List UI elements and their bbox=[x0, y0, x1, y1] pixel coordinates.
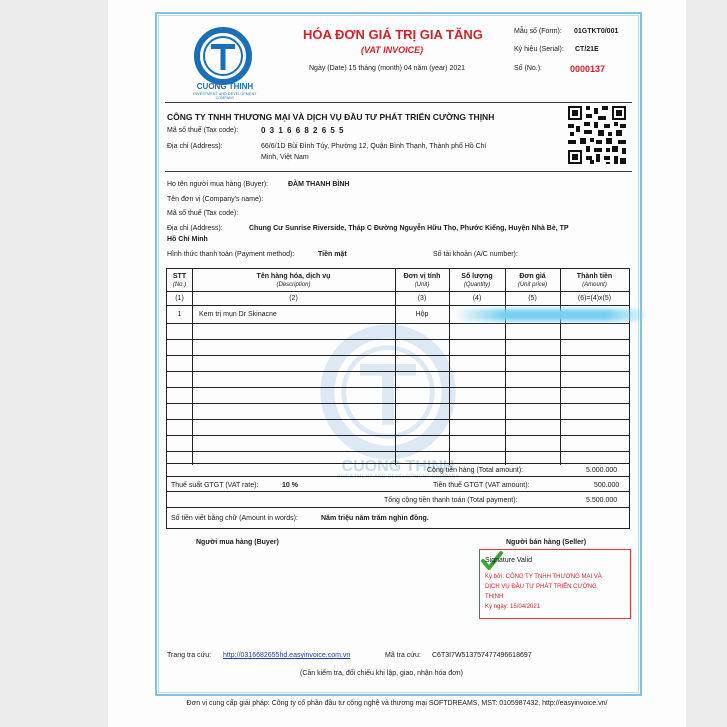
seller-address-label: Địa chỉ (Address): bbox=[167, 143, 223, 150]
header-quantity-sub: (Quantity) bbox=[463, 282, 491, 288]
vat-amount-label: Tiền thuế GTGT (VAT amount): bbox=[433, 482, 530, 489]
header-unit bbox=[395, 273, 449, 289]
header-unit-price-title: Đơn giá bbox=[519, 273, 546, 280]
index-1: (1) bbox=[175, 295, 184, 302]
invoice-no-value: 0000137 bbox=[570, 64, 606, 74]
header-no bbox=[167, 273, 192, 289]
watermark-tagline: INVESTMENT AND DEVELOPMENT COMPANY bbox=[336, 474, 460, 480]
form-value: 01GTKT0/001 bbox=[574, 28, 619, 35]
table-row-divider bbox=[167, 355, 629, 356]
invoice-subtitle: (VAT INVOICE) bbox=[361, 45, 424, 55]
table-row-divider bbox=[167, 451, 629, 452]
form-label: Mẫu số (Form): bbox=[514, 28, 562, 35]
redaction-blur bbox=[458, 309, 644, 321]
seller-address-line2: Minh, Việt Nam bbox=[261, 154, 309, 161]
signed-date: Ký ngày: 15/04/2021 bbox=[485, 604, 541, 610]
header-quantity bbox=[449, 273, 505, 289]
index-2: (2) bbox=[289, 295, 298, 302]
seller-divider bbox=[165, 171, 632, 172]
vat-rate-label: Thuế suất GTGT (VAT rate): bbox=[171, 482, 259, 489]
buyer-address-label: Địa chỉ (Address): bbox=[167, 225, 223, 232]
header-quantity-title: Số lượng bbox=[461, 273, 493, 280]
header-unit-sub: (Unit) bbox=[414, 282, 430, 288]
amount-words-label: Số tiền viết bằng chữ (Amount in words): bbox=[171, 515, 298, 522]
left-background bbox=[0, 0, 108, 727]
account-number-label: Số tài khoản (A/C number): bbox=[433, 251, 518, 258]
vat-rate: 10 % bbox=[282, 482, 298, 489]
table-row-divider bbox=[167, 403, 629, 404]
vat-amount: 500.000 bbox=[594, 482, 620, 489]
grand-total-label: Tổng cộng tiền thanh toán (Total payment): bbox=[384, 497, 518, 504]
table-row-unit: Hộp bbox=[415, 311, 429, 318]
header-description bbox=[192, 273, 395, 289]
buyer-name-label: Họ tên người mua hàng (Buyer): bbox=[167, 181, 269, 188]
right-background bbox=[686, 0, 727, 727]
serial-value: CT/21E bbox=[575, 46, 599, 53]
amount-words: Năm triệu năm trăm nghìn đồng. bbox=[321, 515, 429, 522]
seller-tax-label: Mã số thuế (Tax code): bbox=[167, 127, 239, 134]
header-description-sub: (Description) bbox=[276, 282, 311, 288]
table-row-divider bbox=[167, 371, 629, 372]
ct-logo-icon bbox=[193, 26, 253, 86]
table-row-divider bbox=[167, 323, 629, 324]
buyer-name: ĐÀM THANH BÌNH bbox=[288, 181, 350, 188]
header-amount bbox=[560, 273, 629, 289]
index-6: (6)=(4)x(5) bbox=[577, 295, 612, 302]
header-divider bbox=[165, 102, 632, 103]
table-row-divider bbox=[167, 291, 629, 292]
lookup-link[interactable]: http://0316682655hd.easyinvoice.com.vn bbox=[223, 652, 351, 659]
seller-address-line1: 66/6/1D Bùi Đình Túy, Phường 12, Quận Bình Thạnh, Thành phố Hồ Chí bbox=[261, 143, 487, 150]
qr-code-icon bbox=[568, 106, 626, 164]
table-row-no: 1 bbox=[177, 311, 182, 318]
payment-method: Tiền mặt bbox=[318, 251, 347, 258]
subtotal-row bbox=[166, 464, 630, 477]
buyer-address-line2: Hồ Chí Minh bbox=[167, 236, 208, 243]
header-unit-title: Đơn vị tính bbox=[403, 273, 441, 280]
header-unit-price bbox=[505, 273, 560, 289]
logo-name: CUONG THINH bbox=[196, 82, 254, 91]
header-amount-title: Thành tiền bbox=[576, 273, 613, 280]
seller-company: CÔNG TY TNHH THƯƠNG MẠI VÀ DỊCH VỤ ĐẦU TƯ PHÁT TRIỂN CƯỜNG THỊNH bbox=[167, 112, 495, 122]
subtotal-value: 5.000.000 bbox=[586, 467, 618, 474]
invoice-title: HÓA ĐƠN GIÁ TRỊ GIA TĂNG bbox=[303, 27, 483, 42]
signed-by-line3: THỊNH bbox=[485, 594, 504, 600]
buyer-address-line1: Chung Cư Sunrise Riverside, Tháp C Đường Nguyễn Hữu Thọ, Phước Kiểng, Huyện Nhà Bè, TP bbox=[249, 225, 569, 232]
invoice-date: Ngày (Date) 15 tháng (month) 04 năm (year) 2021 bbox=[309, 65, 466, 72]
index-3: (3) bbox=[417, 295, 427, 302]
lookup-label: Trang tra cứu: bbox=[167, 652, 212, 659]
seller-tax-code: 0 3 1 6 6 8 2 6 5 5 bbox=[261, 126, 345, 135]
signed-by-line1: Ký bởi: CÔNG TY TNHH THƯƠNG MẠI VÀ bbox=[485, 574, 602, 580]
invoice-no-label: Số (No.): bbox=[514, 65, 543, 72]
serial-label: Ký hiệu (Serial): bbox=[514, 46, 564, 53]
header-amount-sub: (Amount) bbox=[582, 282, 607, 288]
table-row-divider bbox=[167, 339, 629, 340]
table-row-divider bbox=[167, 387, 629, 388]
subtotal-label: Cộng tiền hàng (Total amount): bbox=[427, 467, 524, 474]
header-no-title: STT bbox=[172, 273, 187, 280]
header-description-title: Tên hàng hóa, dịch vụ bbox=[256, 273, 331, 280]
buyer-company-label: Tên đơn vị (Company's name): bbox=[167, 196, 264, 203]
header-no-sub: (No.) bbox=[172, 282, 187, 288]
buyer-tax-label: Mã số thuế (Tax code): bbox=[167, 210, 239, 217]
table-row-divider bbox=[167, 305, 629, 306]
lookup-code: C6T3I7W513757477496618697 bbox=[432, 652, 532, 659]
items-table bbox=[166, 268, 630, 464]
grand-total-value: 5.500.000 bbox=[586, 497, 618, 504]
table-row-divider bbox=[167, 419, 629, 420]
watermark-name: CUONG THINH bbox=[341, 458, 455, 475]
signed-by-line2: DỊCH VỤ ĐẦU TƯ PHÁT TRIỂN CƯỜNG bbox=[485, 584, 597, 590]
logo-tagline: INVESTMENT AND DEVELOPMENT COMPANY bbox=[193, 92, 257, 100]
lookup-note: (Cần kiểm tra, đối chiếu khi lập, giao, nhận hóa đơn) bbox=[300, 670, 463, 677]
provider-footer: Đơn vị cung cấp giải pháp: Công ty cổ phần đầu tư công nghệ và thương mại SOFTDREAMS, MST: 0105987432, http://easyinvoice.vn/ bbox=[186, 700, 608, 707]
index-4: (4) bbox=[472, 295, 482, 302]
table-row-description: Kem trị mụn Dr Skinacne bbox=[199, 311, 277, 318]
seller-signature-label: Người bán hàng (Seller) bbox=[506, 539, 587, 546]
lookup-code-label: Mã tra cứu: bbox=[385, 652, 421, 659]
buyer-signature-label: Người mua hàng (Buyer) bbox=[196, 539, 279, 546]
index-5: (5) bbox=[528, 295, 537, 302]
table-row-divider bbox=[167, 435, 629, 436]
payment-method-label: Hình thức thanh toán (Payment method): bbox=[167, 251, 295, 258]
header-unit-price-sub: (Unit price) bbox=[517, 282, 548, 288]
signature-valid: Signature Valid bbox=[485, 557, 532, 564]
